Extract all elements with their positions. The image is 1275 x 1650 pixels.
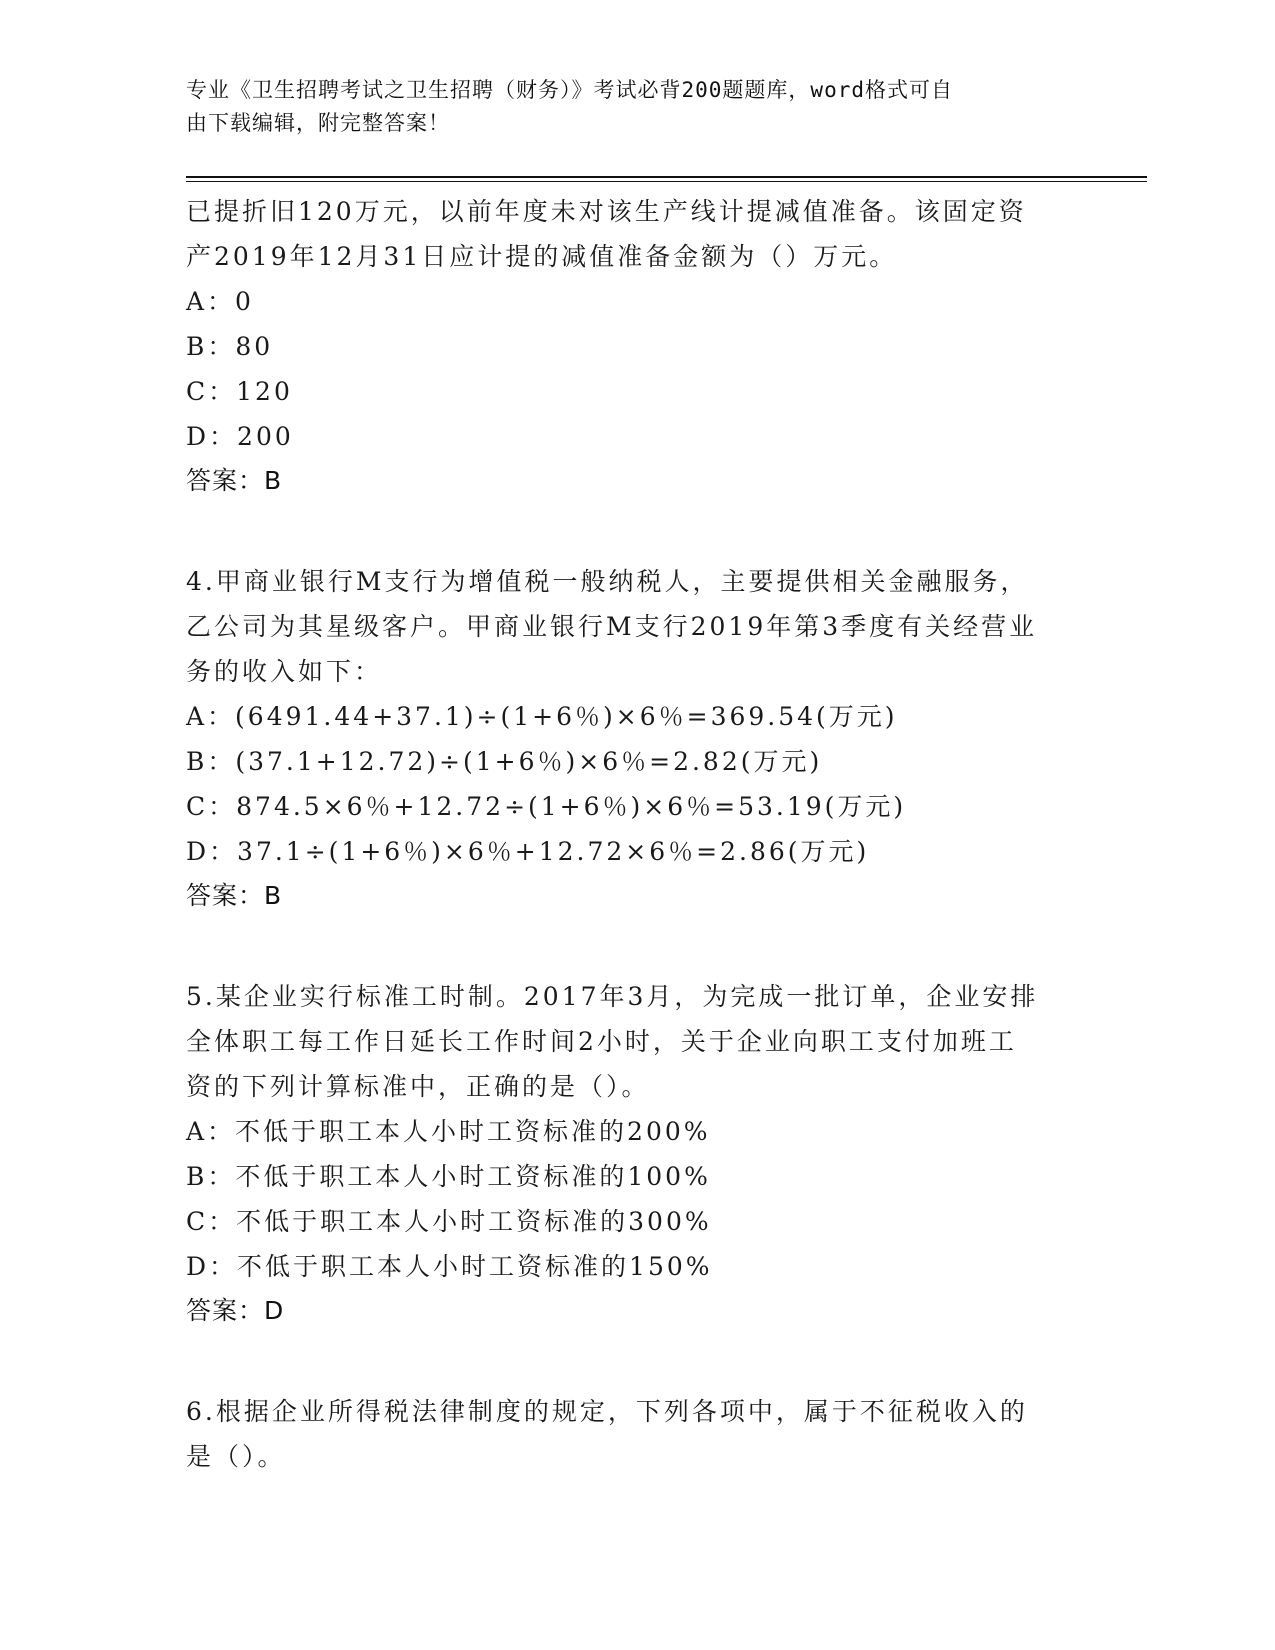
option-a: A：(6491.44+37.1)÷(1+6％)×6％=369.54(万元) <box>186 702 898 731</box>
question-3 <box>186 189 1086 503</box>
option-c: C：不低于职工本人小时工资标准的300% <box>186 1207 712 1236</box>
question-text-line: 4.甲商业银行M支行为增值税一般纳税人，主要提供相关金融服务， <box>186 567 1029 596</box>
answer-text: 答案：D <box>186 1296 285 1325</box>
document-header <box>186 74 1066 140</box>
spacer <box>186 503 1086 559</box>
option-b: B：不低于职工本人小时工资标准的100% <box>186 1162 711 1191</box>
answer-text: 答案：B <box>186 466 283 495</box>
question-text-line: 资的下列计算标准中，正确的是（）。 <box>186 1072 650 1101</box>
spacer <box>186 918 1086 974</box>
option-c: C：874.5×6％+12.72÷(1+6％)×6％=53.19(万元) <box>186 792 907 821</box>
answer-text: 答案：B <box>186 881 283 910</box>
option-b: B：(37.1+12.72)÷(1+6％)×6％=2.82(万元) <box>186 747 823 776</box>
option-b: B：80 <box>186 332 274 361</box>
spacer <box>186 1333 1086 1389</box>
question-text-line: 产2019年12月31日应计提的减值准备金额为（）万元。 <box>186 242 898 271</box>
question-6 <box>186 1389 1086 1479</box>
question-text-line: 5.某企业实行标准工时制。2017年3月，为完成一批订单，企业安排 <box>186 982 1039 1011</box>
option-a: A：0 <box>186 287 254 316</box>
header-title-line-2: 由下载编辑，附完整答案！ <box>186 111 450 135</box>
question-text-line: 全体职工每工作日延长工作时间2小时，关于企业向职工支付加班工 <box>186 1027 1017 1056</box>
question-text-line: 已提折旧120万元，以前年度未对该生产线计提减值准备。该固定资 <box>186 197 1027 226</box>
question-4 <box>186 559 1086 918</box>
header-title-line-1: 专业《卫生招聘考试之卫生招聘（财务）》考试必背200题题库，word格式可自 <box>186 78 953 102</box>
question-text-line: 6.根据企业所得税法律制度的规定，下列各项中，属于不征税收入的 <box>186 1397 1028 1426</box>
document-body <box>186 189 1086 1479</box>
header-divider-thick <box>186 176 1147 178</box>
option-d: D：200 <box>186 422 294 451</box>
question-text-line: 是（）。 <box>186 1442 286 1471</box>
question-5 <box>186 974 1086 1333</box>
option-d: D：37.1÷(1+6％)×6％+12.72×6％=2.86(万元) <box>186 837 870 866</box>
option-a: A：不低于职工本人小时工资标准的200% <box>186 1117 711 1146</box>
option-c: C：120 <box>186 377 293 406</box>
question-text-line: 务的收入如下： <box>186 657 383 686</box>
header-divider-thin <box>186 181 1147 182</box>
option-d: D：不低于职工本人小时工资标准的150% <box>186 1252 713 1281</box>
question-text-line: 乙公司为其星级客户。甲商业银行M支行2019年第3季度有关经营业 <box>186 612 1038 641</box>
